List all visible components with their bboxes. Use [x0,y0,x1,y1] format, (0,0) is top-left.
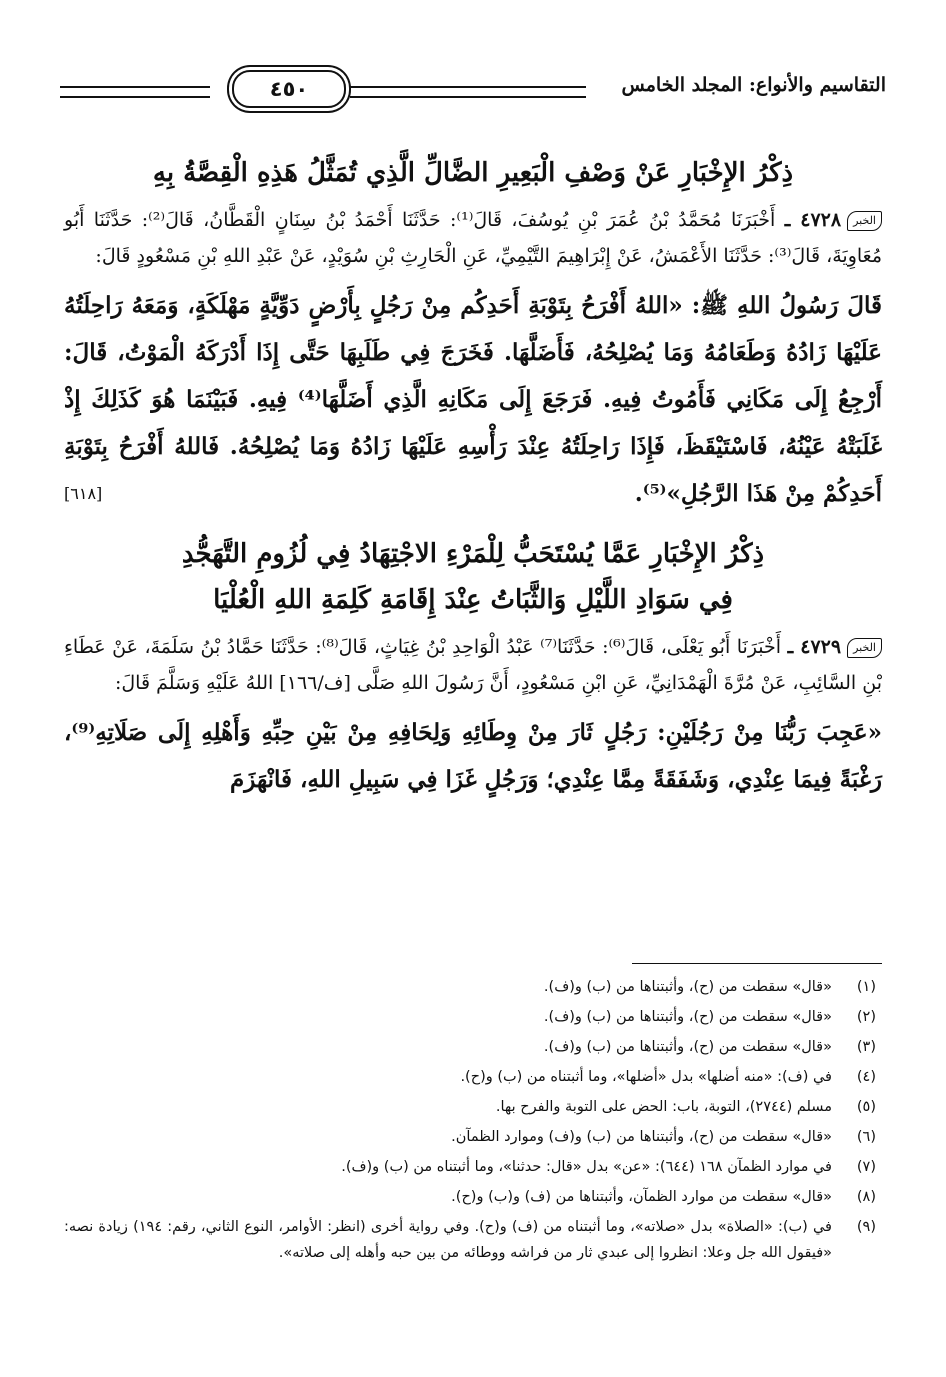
footnote [64,1182,876,1212]
matn-text-4729: «عَجِبَ رَبُّنَا مِنْ رَجُلَيْنِ: رَجُلٍ ثَارَ مِنْ وِطَائِهِ وَلِحَافِهِ مِنْ بَيْنِ حِبِّهِ وَأَهْلِهِ إِلَى صَلَاتِهِ⁽⁹⁾، رَغْبَةً فِيمَا عِنْدِي، وَشَفَقَةً مِمَّا عِنْدِي؛ وَرَجُلٍ غَزَا فِي سَبِيلِ اللهِ، فَانْهَزَمَ [64,719,882,793]
section-heading-2-line-1: ذِكْرُ الإِخْبَارِ عَمَّا يُسْتَحَبُّ لِلْمَرْءِ الاجْتِهَادُ فِي لُزُومِ التَّهَجُّدِ [181,539,765,569]
footnote-text: في موارد الظمآن ١٦٨ (٦٤٤): «عن» بدل «قال: حدثنا»، وما أثبتناه من (ب) و(ف). [341,1159,832,1175]
footnote [64,1152,876,1182]
footnote [64,1122,876,1152]
footnote [64,1002,876,1032]
footnote-number: (٧) [856,1159,876,1175]
footnote-number: (١) [856,979,876,995]
khabar-badge-icon: الخبر [847,211,882,231]
footnote-number: (٣) [856,1039,876,1055]
section-heading-1: ذِكْرُ الإِخْبَارِ عَنْ وَصْفِ الْبَعِيرِ الضَّالِّ الَّذِي تُمَثَّلُ هَذِهِ الْقِصَّةُ بِهِ [152,158,794,188]
footnote-separator [632,963,882,964]
footnote [64,1032,876,1062]
header-rule-left [60,86,210,98]
header-rule-right [350,86,586,98]
footnote-text: «قال» سقطت من (ح)، وأثبتناها من (ب) و(ف). [543,979,832,995]
footnote [64,1212,876,1266]
footnote-text: في (ب): «الصلاة» بدل «صلاته»، وما أثبتناه من (ف) و(ح). وفي رواية أخرى (انظر: الأوامر، النوع الثاني، رقم: ١٩٤) زيادة نصه: «فيقول الله جل وعلا: انظروا إلى عبدي ثار من فراشه ووطائه من بين حبه وأهله إلى صلاته». [64,1219,832,1261]
khabar-badge-icon: الخبر [847,638,882,658]
matn-4728 [64,282,882,517]
isnad-text-4728: أَخْبَرَنَا مُحَمَّدُ بْنُ عُمَرَ بْنِ يُوسُفَ، قَالَ⁽¹⁾: حَدَّثَنَا أَحْمَدُ بْنُ سِنَانٍ الْقَطَّانُ، قَالَ⁽²⁾: حَدَّثَنَا أَبُو مُعَاوِيَةَ، قَالَ⁽³⁾: حَدَّثَنَا الأَعْمَشُ، عَنْ إِبْرَاهِيمَ التَّيْمِيِّ، عَنِ الْحَارِثِ بْنِ سُوَيْدٍ، عَنْ عَبْدِ اللهِ بْنِ مَسْعُودٍ قَالَ: [64,209,882,267]
footnote-text: في (ف): «منه أضلها» بدل «أضلها»، وما أثبتناه من (ب) و(ح). [460,1069,832,1085]
footnote-number: (٢) [856,1009,876,1025]
footnote-number: (٦) [856,1129,876,1145]
hadith-number-4729: ٤٧٢٩ ـ [787,636,842,658]
footnote-text: «قال» سقطت من (ح)، وأثبتناها من (ب) و(ف). [543,1009,832,1025]
page-header [60,70,886,114]
footnotes [64,972,876,1266]
footnote [64,1092,876,1122]
footnote-text: «قال» سقطت من موارد الظمآن، وأثبتناها من (ف) و(ب) و(ح). [451,1189,832,1205]
reference-number: [٦١٨] [64,484,103,503]
footnote [64,972,876,1002]
isnad-4729 [64,629,882,701]
footnote-number: (٤) [856,1069,876,1085]
isnad-text-4729: أَخْبَرَنَا أَبُو يَعْلَى، قَالَ⁽⁶⁾: حَدَّثَنَا⁽⁷⁾ عَبْدُ الْوَاحِدِ بْنُ غِيَاثٍ، قَالَ⁽⁸⁾: حَدَّثَنَا حَمَّادُ بْنُ سَلَمَةَ، عَنْ عَطَاءِ بْنِ السَّائِبِ، عَنْ مُرَّةَ الْهَمْدَانِيِّ، عَنِ ابْنِ مَسْعُودٍ، أَنَّ رَسُولَ اللهِ صَلَّى [ف/١٦٦] اللهُ عَلَيْهِ وَسَلَّمَ قَالَ: [64,636,882,694]
page-number: ٤٥٠ [232,70,346,108]
footnote-text: «قال» سقطت من (ح)، وأثبتناها من (ب) و(ف) وموارد الظمآن. [451,1129,832,1145]
footnote-text: مسلم (٢٧٤٤)، التوبة، باب: الحض على التوبة والفرح بها. [495,1099,832,1115]
hadith-number-4728: ٤٧٢٨ ـ [784,209,842,231]
main-text [64,150,882,803]
running-title: التقاسيم والأنواع: المجلد الخامس [621,74,886,96]
footnote-number: (٩) [856,1219,876,1235]
footnote-number: (٨) [856,1189,876,1205]
footnote-number: (٥) [856,1099,876,1115]
section-heading-2-line-2: فِي سَوَادِ اللَّيْلِ وَالثَّبَاتُ عِنْدَ إِقَامَةِ كَلِمَةِ اللهِ الْعُلْيَا [213,585,733,615]
footnote [64,1062,876,1092]
matn-text-4728: قَالَ رَسُولُ اللهِ ﷺ: «اللهُ أَفْرَحُ بِتَوْبَةِ أَحَدِكُم مِنْ رَجُلٍ بِأَرْضٍ دَوِّيَّةٍ مَهْلَكَةٍ، وَمَعَهُ رَاحِلَتُهُ عَلَيْهَا زَادُهُ وَطَعَامُهُ وَمَا يُصْلِحُهُ، فَأَضَلَّهَا. فَخَرَجَ فِي طَلَبِهَا حَتَّى إِذَا أَدْرَكَهُ الْمَوْتُ، قَالَ: أَرْجِعُ إِلَى مَكَانِي فَأَمُوتُ فِيهِ. فَرَجَعَ إِلَى مَكَانِهِ الَّذِي أَضَلَّهَا⁽⁴⁾ فِيهِ. فَبَيْنَمَا هُوَ كَذَلِكَ إِذْ غَلَبَتْهُ عَيْنُهُ، فَاسْتَيْقَظَ، فَإِذَا رَاحِلَتُهُ عِنْدَ رَأْسِهِ عَلَيْهَا زَادُهُ وَمَا يُصْلِحُهُ. فَاللهُ أَفْرَحُ بِتَوْبَةِ أَحَدِكُمْ مِنْ هَذَا الرَّجُلِ»⁽⁵⁾. [64,292,882,507]
footnote-text: «قال» سقطت من (ح)، وأثبتناها من (ب) و(ف). [543,1039,832,1055]
matn-4729 [64,709,882,803]
isnad-4728 [64,202,882,274]
